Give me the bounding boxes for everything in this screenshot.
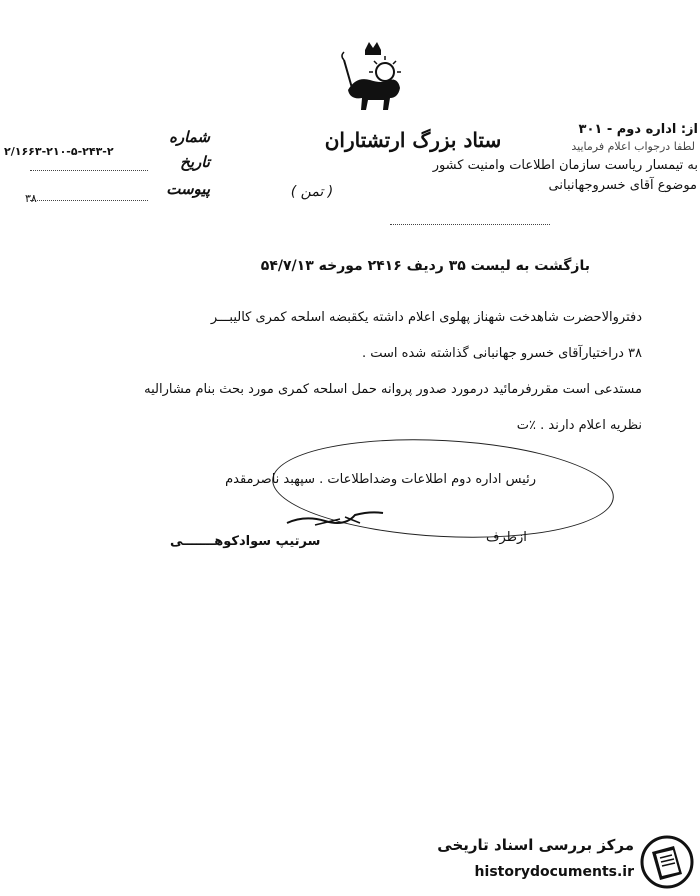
number-label: شماره	[169, 128, 210, 146]
handwritten-signature-icon	[285, 505, 385, 530]
document-number: ۲/۱۶۶۳-۲۱۰-۵-۲۴۳-۲	[4, 145, 114, 158]
paragraph2-line1: مستدعی است مقررفرمائید درمورد صدور پروانه حمل اسلحه کمری مورد بحث بنام مشارالیه	[144, 382, 642, 397]
date-dotted-line	[30, 170, 148, 171]
attachment-dotted-line	[30, 200, 148, 201]
paragraph2-line2: نظریه اعلام دارند . ٪ت	[516, 418, 642, 433]
on-behalf-of: ازطرف	[486, 530, 527, 545]
signer-name: سرتیپ سوادکوهـــــــی	[170, 534, 321, 549]
subject-line: موضوع آقای خسروجهانبانی	[548, 178, 697, 193]
organization-title: ستاد بزرگ ارتشتاران	[324, 128, 502, 152]
classification-mark: ( تمن )	[290, 184, 334, 200]
archive-url: historydocuments.ir	[474, 864, 634, 880]
reference-line: بازگشت به لیست ۳۵ ردیف ۲۴۱۶ مورخه ۵۴/۷/۱۳	[260, 258, 590, 274]
recipient-line: به تیمسار ریاست سازمان اطلاعات وامنیت کشور	[432, 158, 698, 173]
attachment-label: پیوست	[166, 180, 210, 198]
archive-name: مرکز بررسی اسناد تاریخی	[437, 836, 634, 854]
subject-dotted-line	[390, 224, 550, 225]
signature-block: رئیس اداره دوم اطلاعات وضداطلاعات . سپهبد ناصرمقدم	[225, 472, 536, 487]
lion-and-sun-emblem-icon	[338, 40, 408, 118]
sender-reference: از: اداره دوم - ۳۰۱	[578, 122, 698, 137]
paragraph1-line1: دفتروالاحضرت شاهدخت شهناز پهلوی اعلام داشته یکقبضه اسلحه کمری کالیبـــر	[210, 310, 642, 325]
attachment-value: ۳۸	[25, 192, 37, 205]
archive-logo-icon	[640, 834, 694, 890]
date-label: تاریخ	[180, 153, 210, 171]
paragraph1-line2: ۳۸ دراختیارآقای خسرو جهانبانی گذاشته شده است .	[361, 346, 642, 361]
reply-stamp: لطفا درجواب اعلام فرمایید	[571, 140, 695, 153]
